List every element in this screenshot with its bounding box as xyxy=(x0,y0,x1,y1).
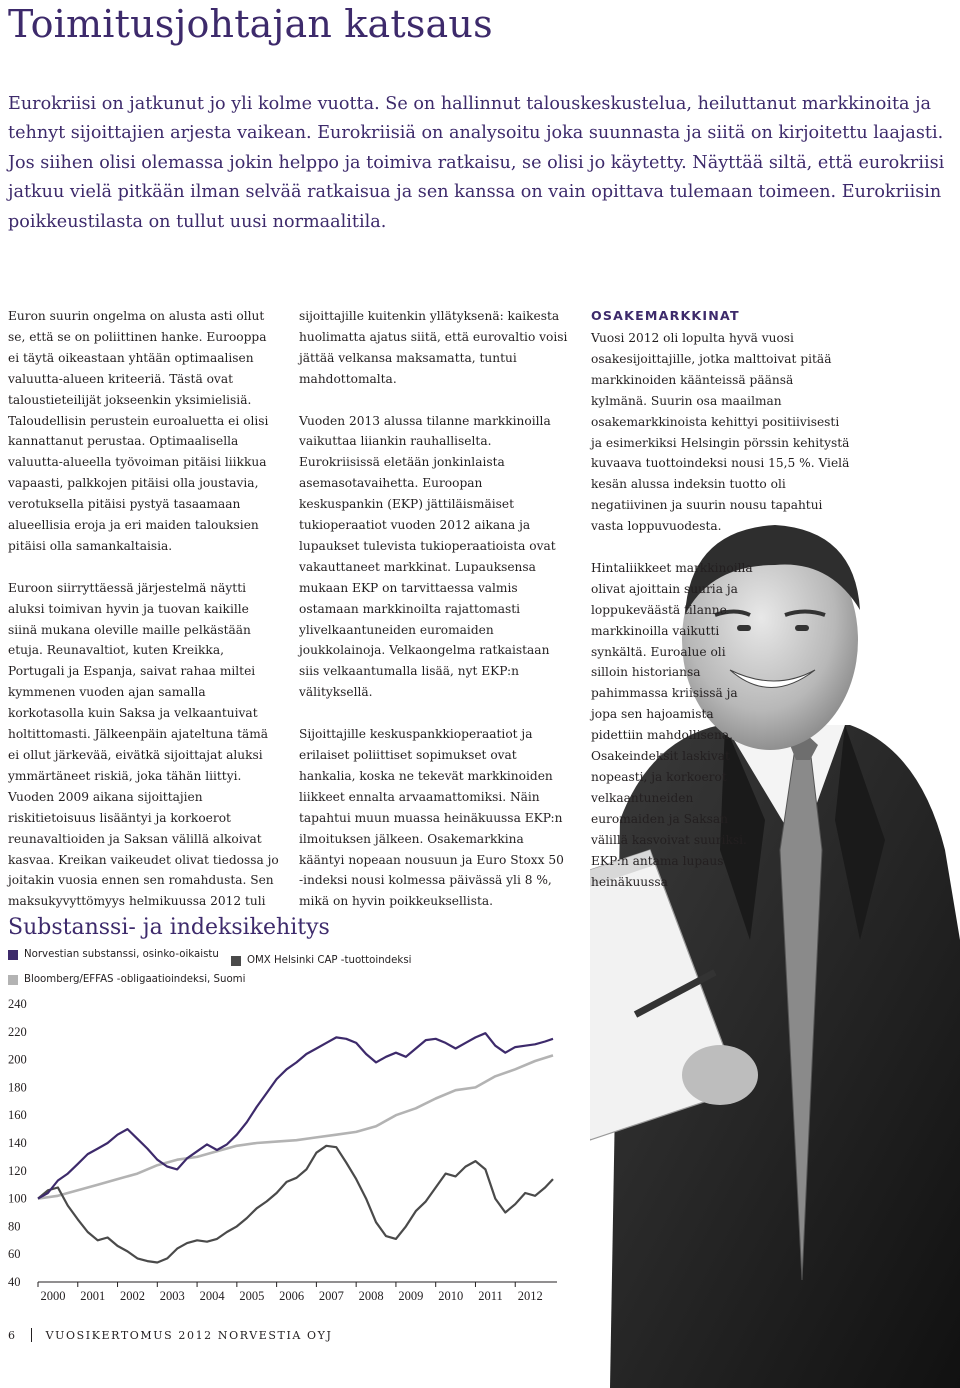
x-tick-label: 2000 xyxy=(40,1289,66,1303)
footer-divider xyxy=(31,1328,32,1342)
series-line-1 xyxy=(38,1146,553,1263)
x-tick-label: 2011 xyxy=(478,1289,503,1303)
x-tick-label: 2009 xyxy=(398,1289,424,1303)
text-column-1 xyxy=(8,306,280,933)
publication-name: VUOSIKERTOMUS 2012 NORVESTIA OYJ xyxy=(45,1328,333,1342)
x-tick-label: 2002 xyxy=(120,1289,146,1303)
x-tick-label: 2004 xyxy=(199,1289,225,1303)
y-tick-label: 160 xyxy=(8,1108,27,1123)
page-number: 6 xyxy=(8,1328,17,1342)
legend-swatch xyxy=(8,950,18,960)
legend-label: OMX Helsinki CAP -tuottoindeksi xyxy=(247,955,412,966)
legend-item xyxy=(8,949,219,960)
paragraph: Hintaliikkeet markkinoilla olivat ajoittain suuria ja loppukeväästä tilanne markkinoilla vaikutti synkältä. Euroalue oli silloin historiansa pahimmassa kriisissä ja jopa sen hajoamista pidettiin mahdollisena. Osakeindeksit laskivat nopeasti, ja korkoerot velkaantuneiden euromaiden ja Saksan välillä kasvoivat suuriksi. EKP:n antama lupaus heinäkuussa xyxy=(591,560,753,889)
legend-item xyxy=(8,974,245,985)
legend-label: Bloomberg/EFFAS -obligaatioindeksi, Suomi xyxy=(24,974,246,985)
legend-label: Norvestian substanssi, osinko-oikaistu xyxy=(24,949,219,960)
y-tick-label: 40 xyxy=(8,1275,21,1289)
y-tick-label: 180 xyxy=(8,1080,27,1095)
x-tick-label: 2005 xyxy=(239,1289,265,1303)
paragraph: Vuosi 2012 oli lopulta hyvä vuosi osakesijoittajille, jotka malttoivat pitää markkinoiden käänteissä päänsä kylmänä. Suurin osa maailman osakemarkkinoista kehittyi positiivisesti ja esimerkiksi Helsingin pörssin kehitystä kuvaava tuottoindeksi nousi 15,5 %. Vielä kesän alussa indeksin tuotto oli negatiivinen ja suurin nousu tapahtui vasta loppuvuodesta. xyxy=(591,331,850,534)
x-tick-label: 2008 xyxy=(358,1289,384,1303)
line-chart xyxy=(0,990,580,1310)
legend-item xyxy=(231,955,411,966)
lead-paragraph: Eurokriisi on jatkunut jo yli kolme vuotta. Se on hallinnut talouskeskustelua, heiluttanut markkinoita ja tehnyt sijoittajien arjesta vaikean. Eurokriisiä on analysoitu joka suunnasta ja siitä on kirjoitettu laajasti. Jos siihen olisi olemassa jokin helppo ja toimiva ratkaisu, se olisi jo käytetty. Näyttää siltä, että eurokriisi jatkuu vielä pitkään ilman selvää ratkaisua ja sen kanssa on vain opittava tulemaan toimeen. Eurokriisin poikkeustilasta on tullut uusi normaalitila. xyxy=(8,94,945,232)
x-tick-label: 2007 xyxy=(318,1289,344,1303)
page-title: Toimitusjohtajan katsaus xyxy=(8,2,493,46)
y-tick-label: 240 xyxy=(8,997,27,1011)
text-column-2 xyxy=(299,306,569,933)
series-line-0 xyxy=(38,1033,553,1198)
paragraph: Euron suurin ongelma on alusta asti ollut se, että se on poliittinen hanke. Eurooppa ei täytä oikeastaan yhtään optimaalisen valuutta-alueen kriteeriä. Tästä ovat taloustieteilijät jokseenkin yksimielisiä. Taloudellisin perustein euroaluetta ei olisi kannattanut perustaa. Optimaalisella valuutta-alueella työvoiman pitäisi liikkua vapaasti, palkkojen pitäisi olla joustavia, verotuksella pitäisi pystyä tasaamaan alueellisia eroja ja eri maiden talouksien pitäisi olla samankaltaisia. xyxy=(8,309,269,553)
y-tick-label: 200 xyxy=(8,1052,27,1067)
paragraph: Euroon siirryttäessä järjestelmä näytti aluksi toimivan hyvin ja tuovan kaikille siinä mukana oleville maille pelkästään etuja. Reunavaltiot, kuten Kreikka, Portugali ja Espanja, saivat rahaa miltei kymmenen vuoden ajan samalla korkotasolla kuin Saksa ja velkaantuivat holtittomasti. Jälkeenpäin ajateltuna tämä ei ollut järkevää, eivätkä sijoittajat aluksi ymmärtäneet riskiä, joka tähän liittyi. Vuoden 2009 aikana sijoittajien riskitietoisuus lisääntyi ja korkoerot reunavaltioiden ja Saksan välillä alkoivat kasvaa. Kreikan vaikeudet olivat tiedossa jo joitakin vuosia ennen sen romahdusta. Sen maksukyvyttömyys helmikuussa 2012 tuli xyxy=(8,580,279,909)
x-tick-label: 2001 xyxy=(80,1289,106,1303)
paragraph: sijoittajille kuitenkin yllätyksenä: kaikesta huolimatta ajatus siitä, että eurovaltio voisi jättää velkansa maksamatta, tuntui mahdottomalta. xyxy=(299,309,568,386)
page-footer xyxy=(8,1328,333,1342)
legend-swatch xyxy=(231,956,241,966)
y-tick-label: 100 xyxy=(8,1191,27,1206)
text-column-3 xyxy=(591,306,851,913)
paragraph: Sijoittajille keskuspankkioperaatiot ja erilaiset poliittiset sopimukset ovat hankalia, koska ne tekevät markkinoiden liikkeet ennalta arvaamattomiksi. Näin tapahtui muun muassa heinäkuussa EKP:n ilmoituksen jälkeen. Osakemarkkina kääntyi nopeaan nousuun ja Euro Stoxx 50 -indeksi nousi kolmessa päivässä yli 8 %, mikä on hyvin poikkeuksellista. xyxy=(299,727,564,909)
x-tick-label: 2003 xyxy=(159,1289,185,1303)
x-tick-label: 2006 xyxy=(279,1289,305,1303)
y-tick-label: 220 xyxy=(8,1024,27,1039)
paragraph: Vuoden 2013 alussa tilanne markkinoilla vaikuttaa liiankin rauhalliselta. Eurokriisissä eletään jonkinlaista asemasotavaihetta. Euroopan keskuspankin (EKP) jättiläismäiset tukioperaatiot vuoden 2012 aikana ja lupaukset tulevista tukioperaatioista ovat vakauttaneet markkinat. Lupauksensa mukaan EKP on tarvittaessa valmis ostamaan markkinoilta rajattomasti ylivelkaantuneiden euromaiden joukkolainoja. Velkaongelma ratkaistaan siis velkaantumalla lisää, nyt EKP:n välityksellä. xyxy=(299,413,556,700)
x-tick-label: 2010 xyxy=(438,1289,464,1303)
y-tick-label: 80 xyxy=(8,1219,21,1234)
y-tick-label: 140 xyxy=(8,1136,27,1150)
y-tick-label: 60 xyxy=(8,1247,21,1262)
legend-swatch xyxy=(8,975,18,985)
section-heading: OSAKEMARKKINAT xyxy=(591,308,740,323)
y-tick-label: 120 xyxy=(8,1163,27,1178)
chart-title: Substanssi- ja indeksikehitys xyxy=(8,915,330,940)
x-tick-label: 2012 xyxy=(517,1289,543,1303)
